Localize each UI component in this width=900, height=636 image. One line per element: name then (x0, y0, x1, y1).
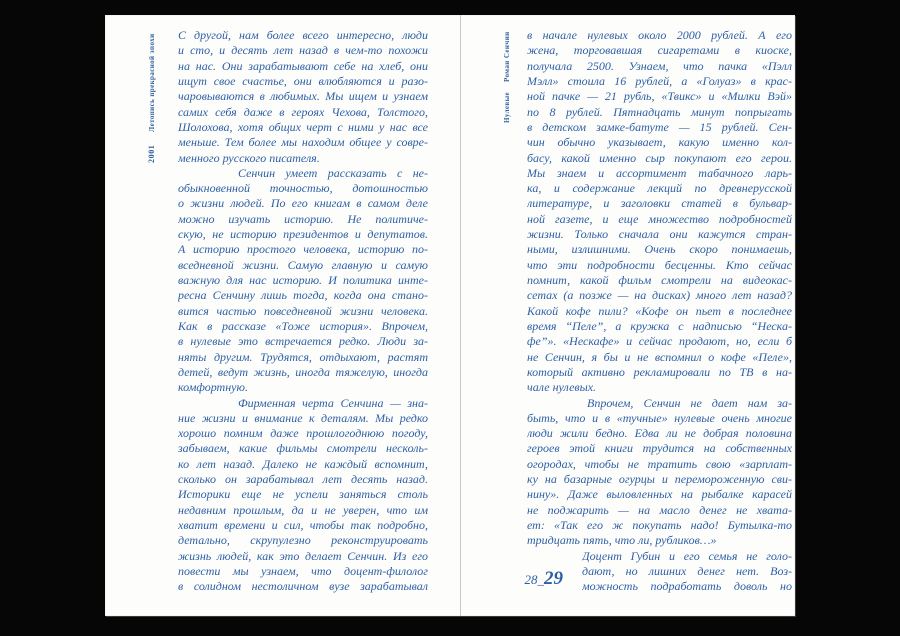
text-line: который активно рекламировали по ТВ в на- (527, 364, 792, 379)
text-line: можно изучать историю. Не политиче- (178, 211, 428, 226)
text-line: сетах (а позже — на дисках) много лет назад? (527, 288, 792, 303)
text-line: героев этой книги трудится на собственных (527, 441, 792, 456)
text-line: чин обычно указывает, какую именно кол- (527, 135, 792, 150)
text-line: ка, и содержание лекций по древнерусской (527, 181, 792, 196)
text-line: жизни. Только сначала они кажутся стран- (527, 227, 792, 242)
text-line: Историки еще не успели заняться столь (178, 487, 428, 502)
text-line: вится частью повседневной жизни человека. (178, 303, 428, 318)
page-gutter-line (460, 15, 461, 616)
text-line: Сенчин умеет рассказать с не- (238, 165, 428, 180)
text-line: в детском замке-батуте — 15 рублей. Сен- (527, 119, 792, 134)
text-line: не поджарить — на масло денег не хвата- (527, 502, 792, 517)
text-line: Доцент Губин и его семья не голо- (582, 548, 792, 563)
text-line: быть, что и в «тучные» нулевые очень многие (527, 410, 792, 425)
text-line: хорошо помним даже прошлогоднюю погоду, (178, 426, 428, 441)
text-line: ными, излишними. Очень скоро понимаешь, (527, 242, 792, 257)
text-line: о жизни людей. По его книгам в самом деле (178, 196, 428, 211)
text-line: комфортную. (178, 380, 248, 395)
text-line: не Сенчин, я бы и не вспомнил о кофе «Пеле», (527, 349, 792, 364)
text-line: ку на базарные огурцы и перемороженную сви- (527, 472, 792, 487)
page-number (493, 568, 563, 590)
text-line: жизнь людей, как это делает Сенчин. Из его (178, 548, 428, 563)
text-line: Мэлл» стоила 16 рублей, а «Голуаз» в крас- (527, 73, 792, 88)
text-line: забываем, какие фильмы смотрели несколь- (178, 441, 428, 456)
text-line: и сто, и десять лет назад в чем-то похожи (178, 43, 428, 58)
book-spread-paper (105, 15, 795, 616)
left-margin-series-title: Летопись прекрасной эпохи (148, 33, 156, 132)
text-line: тридцать пять, что ли, рубликов…» (527, 533, 717, 548)
text-line: ресна Сенчину лишь тогда, когда она стано- (178, 288, 428, 303)
text-line: ние жизни и внимание к деталям. Мы редко (178, 410, 428, 425)
text-line: чале нулевых. (527, 380, 597, 395)
text-line: недавним прошлым, да и не уверен, что им (178, 502, 428, 517)
text-line: ко лет назад. Далеко не каждый вспомнит, (178, 456, 428, 471)
text-line: Фирменная черта Сенчина — зна- (238, 395, 428, 410)
text-line: ной пачке — 21 рубль, «Твикс» и «Милки Вэй» (527, 89, 792, 104)
text-line: в нулевые это встречается редко. Люди за- (178, 334, 428, 349)
text-line: вседневной жизни. Самую главную и самую (178, 257, 428, 272)
text-line: люди жили бедно. Едва ли не добрая половина (527, 426, 792, 441)
text-line: важную для нас историю. И политика инте- (178, 273, 428, 287)
text-line: скую, не историю президентов и депутатов. (178, 227, 428, 242)
text-line: меньше. Тем более мы находим общее у совре- (178, 135, 428, 150)
text-line: получала 2500. Узнаем, что пачка «Пэлл (527, 58, 792, 73)
text-line: хватит времени и сил, чтобы так подробно, (178, 518, 428, 532)
right-page-text-column (524, 28, 792, 595)
text-line: Какой кофе пили? «Кофе он пьет в последнее (527, 303, 792, 318)
text-line: время “Пеле”, а кружка с надписью “Неска- (527, 318, 792, 333)
page-number-right: 29 (544, 568, 563, 589)
text-line: ищут свое счастье, они влюбляются и разо- (178, 73, 428, 88)
text-line: Шолохова, хотя общих черт с ними у нас все (178, 119, 428, 134)
text-line: огородах, чтобы не тратить свою «зарплат- (527, 456, 792, 471)
left-page-text-column (178, 28, 428, 595)
text-line: А историю простого человека, историю по- (178, 242, 428, 257)
text-line: дают, но лишних денег нет. Воз- (582, 563, 792, 578)
text-line: Впрочем, Сенчин не дает нам за- (587, 395, 792, 410)
text-line: чаровываются в любимых. Мы ищем и узнаем (178, 89, 428, 104)
text-line: нину». Даже выловленных на рыбалке карасей (527, 487, 792, 502)
text-line: С другой, нам более всего интересно, люди (178, 28, 428, 42)
text-line: фе”». «Нескафе» и сейчас продают, но, если б (527, 334, 792, 349)
text-line: в солидном нестоличном вузе зарабатывал (178, 579, 428, 594)
text-line: что эти подробности бесценны. Кто сейчас (527, 257, 792, 272)
page-number-left: 28_ (524, 572, 544, 587)
right-margin-author: Роман Сенчин (503, 31, 511, 82)
right-margin-rubric: Нулевые (503, 92, 511, 123)
text-line: на нас. Они зарабатывают себе на хлеб, они (178, 58, 428, 73)
text-line: по 8 рублей. Пятнадцать минут попрыгать (527, 104, 792, 119)
text-line: помнит, какой фильм смотрели на видеокас- (527, 273, 792, 287)
text-line: можность подработать доволь но (582, 579, 792, 594)
text-line: басу, какой именно сыр покупают его герои. (527, 150, 792, 165)
text-line: Как в рассказе «Тоже история». Впрочем, (178, 318, 428, 333)
text-line: няты другим. Трудятся, отдыхают, растят (178, 349, 428, 364)
text-line: повести мы узнаем, что доцент-филолог (178, 563, 428, 578)
text-line: детально, скрупулезно реконструировать (178, 533, 428, 548)
text-line: ет: «Так его ж покупать надо! Бутылка-то (527, 518, 792, 532)
text-line: жена, торговавшая сигаретами в киоске, (527, 43, 792, 58)
text-line: менного русского писателя. (178, 150, 320, 165)
left-margin-year: 2001 (147, 144, 156, 163)
text-line: обыкновенной точностью, дотошностью (178, 181, 428, 196)
text-line: сколько он зарабатывал лет десять назад. (178, 472, 428, 487)
text-line: литературе, и заголовки статей в бульвар- (527, 196, 792, 211)
text-line: ной газете, и еще множество подробностей (527, 211, 792, 226)
text-line: детей, ведут жизнь, иногда тяжелую, иногда (178, 364, 428, 379)
text-line: Мы знаем и ассортимент табачного ларь- (527, 165, 792, 180)
text-line: в начале нулевых около 2000 рублей. А его (527, 28, 792, 42)
text-line: самих себя даже в героях Чехова, Толстого, (178, 104, 428, 119)
